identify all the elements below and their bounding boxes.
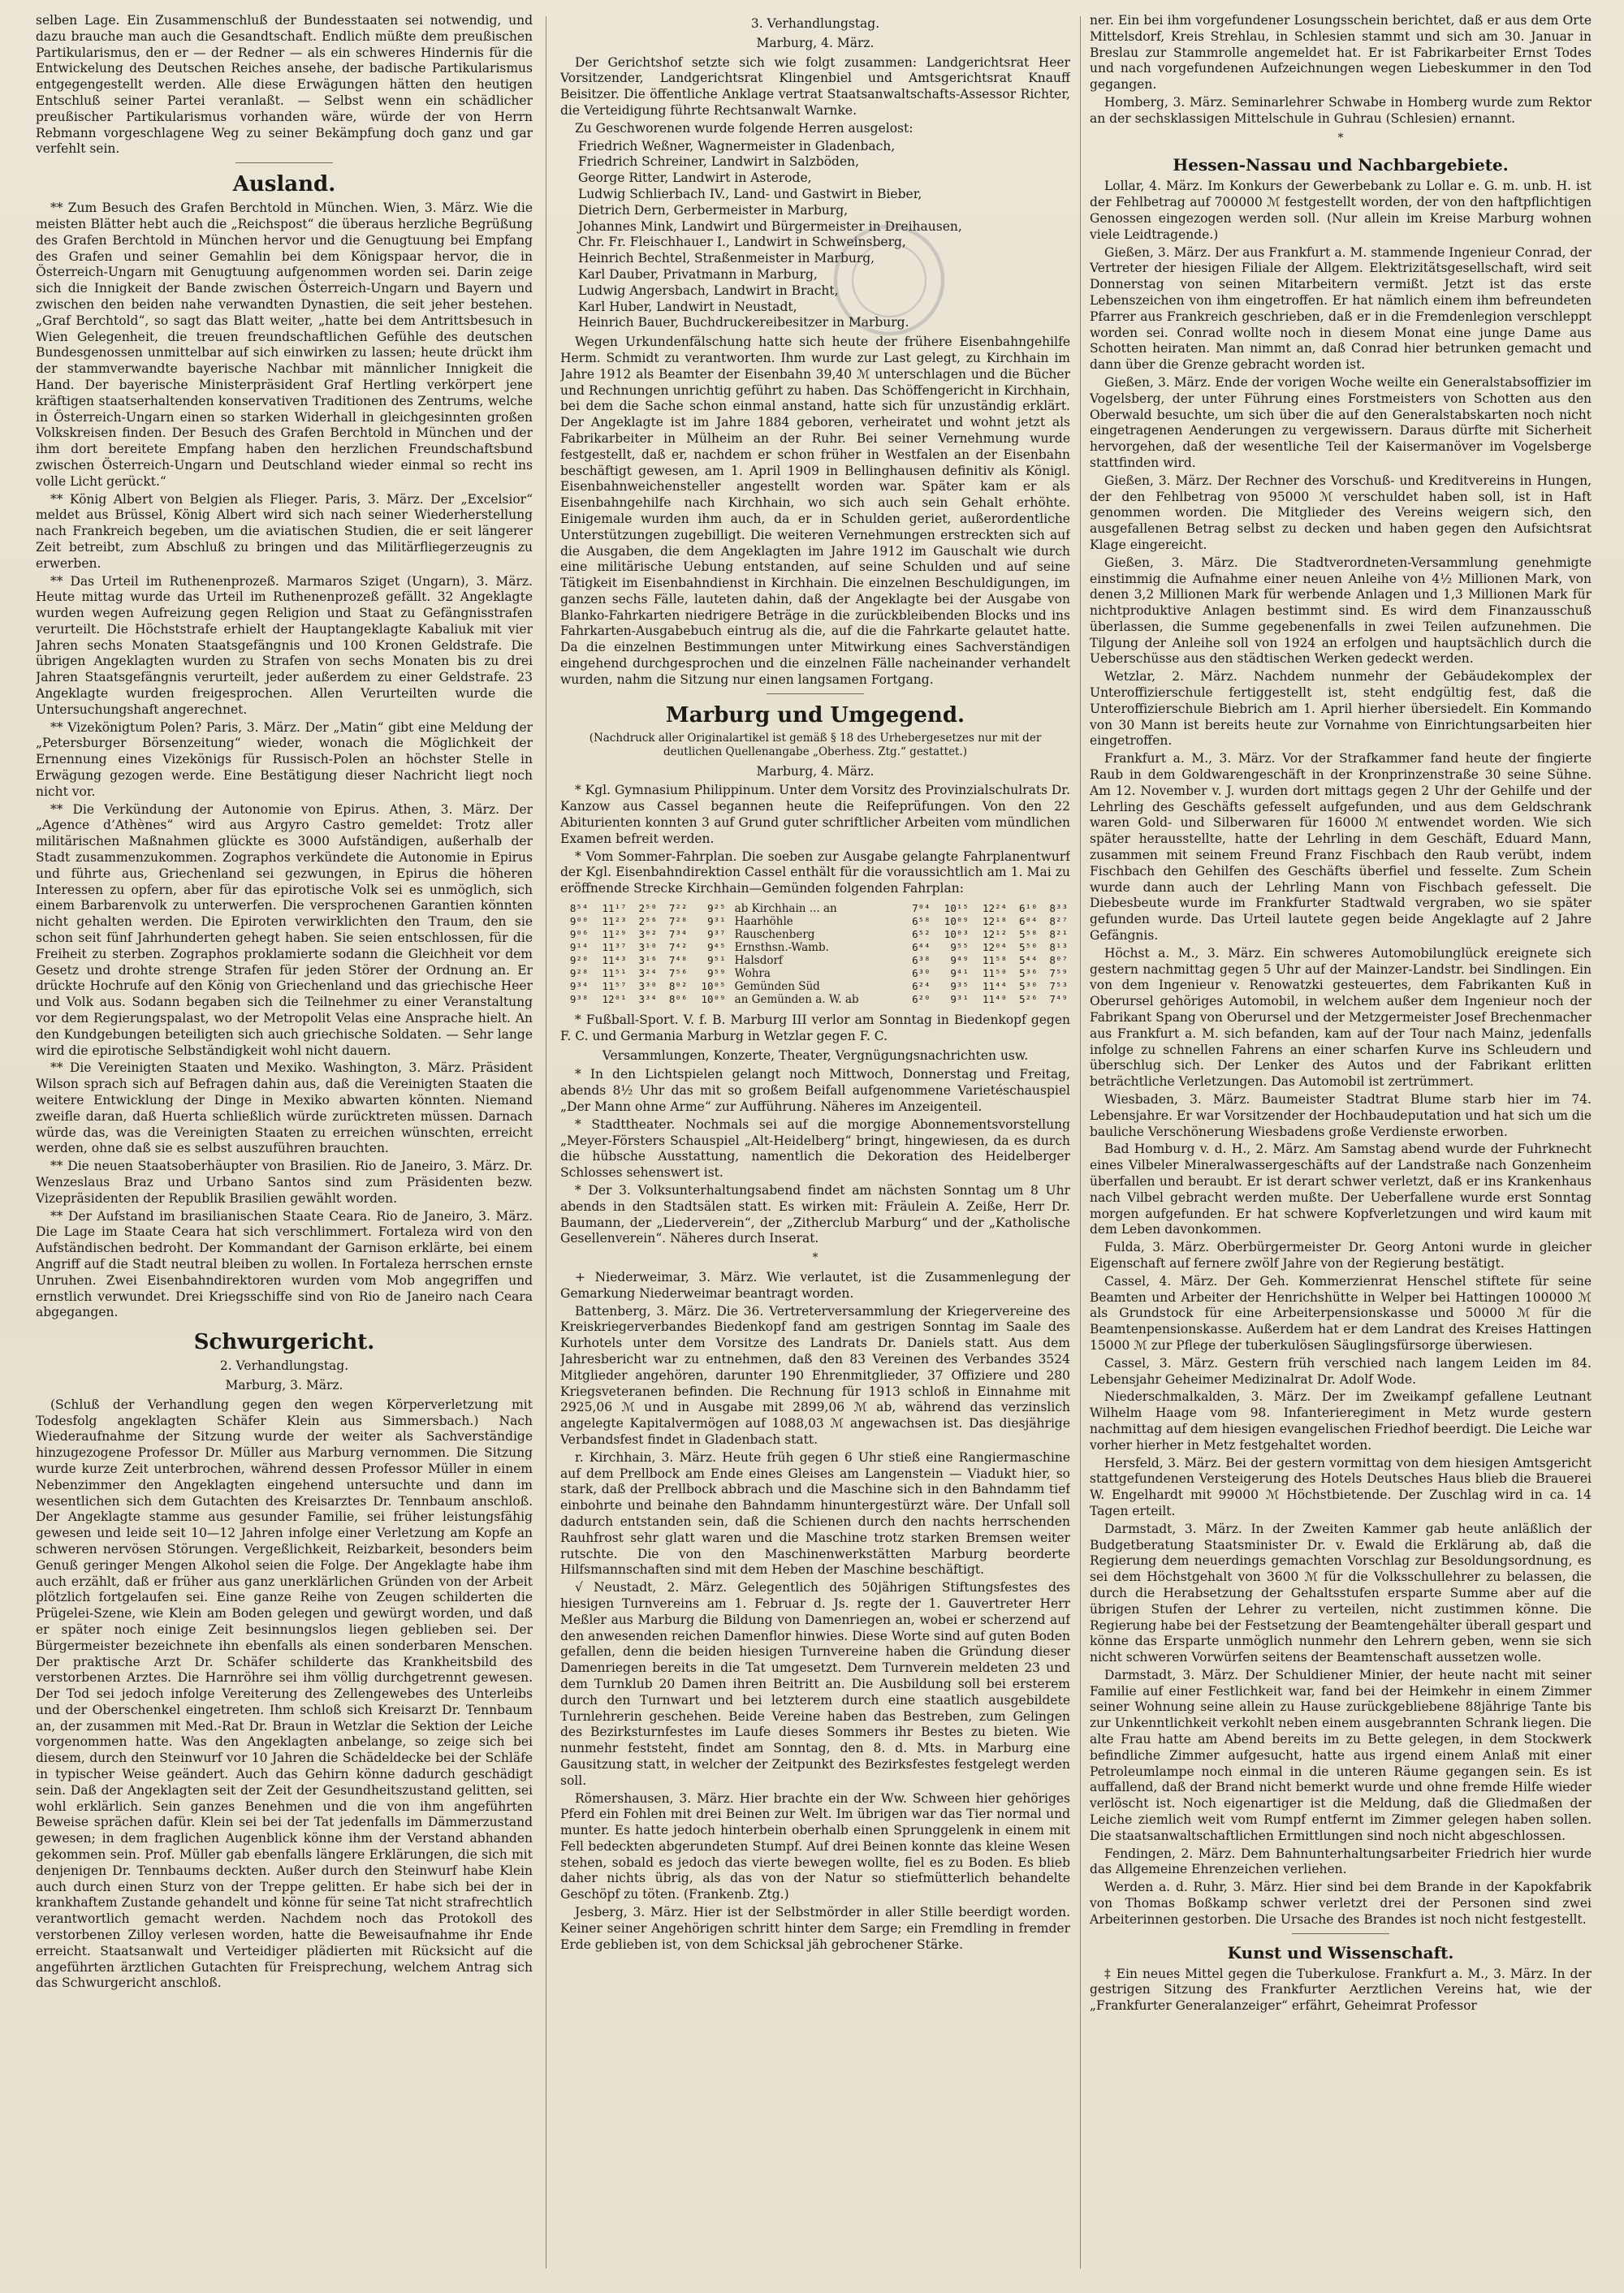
list-item: Karl Huber, Landwirt in Neustadt, bbox=[578, 299, 797, 314]
timetable-time: 9²⁸ bbox=[569, 967, 589, 980]
list-item: Friedrich Schreiner, Landwirt in Salzböden, bbox=[578, 154, 860, 170]
divider bbox=[1292, 1933, 1389, 1934]
news-item: Hersfeld, 3. März. Bei der gestern vormittag von dem hiesigen Amtsgericht stattgefundenen Versteigerung des Hotels Deutsches Haus blieb die Brauerei W. Engelhardt mit 99000 ℳ Höchstbietende. Der Zuschlag wird in ca. 14 Tagen erteilt. bbox=[1090, 1455, 1592, 1518]
railway-timetable bbox=[560, 902, 1070, 1006]
news-item: ** Vizekönigtum Polen? Paris, 3. März. Der „Matin“ gibt eine Meldung der „Petersburger Börsenzeitung“ wieder, wonach die Möglichkeit der Ernennung eines Vizekönigs für Russisch-Polen an höchster Stelle in Erwägung gezogen werde. Eine Bestätigung dieser Nachricht liegt noch nicht vor. bbox=[36, 719, 533, 799]
timetable-time: 9⁰⁶ bbox=[569, 928, 589, 941]
timetable-time: 7⁰⁴ bbox=[912, 902, 931, 915]
news-item: ** Zum Besuch des Grafen Berchtold in München. Wien, 3. März. Wie die meisten Blätter hebt auch die „Reichspost“ die überaus herzliche Begrüßung des Grafen Berchtold in München hervor und die Genugtuung bei Empfang des Grafen und seiner Gemahlin bei dem Königspaar hervor, die in Österreich-Ungarn mit Genugtuung aufgenommen worden sei. Darin zeige sich die Innigkeit der Bande zwischen Österreich-Ungarn und Bayern und zwischen den beiden nahe verwandten Dynastien, die seit jeher bestehen. „Graf Berchtold“, so sagt das Blatt weiter, „hatte bei dem Antrittsbesuch in Wien Gelegenheit, die treuen freundschaftlichen Gefühle des deutschen Bundesgenossen unmittelbar auf sich einwirken zu lassen; heute drückt ihm der stammverwandte bayerische Nachbar mit männlicher Innigkeit die Hand. Der bayerische Ministerpräsident Graf Hertling verkörpert jene kräftigen staatserhaltenden konservativen Traditionen des Zentrums, welche in Österreich-Ungarn einen so starken Widerhall in gleichgesinnten großen Volkskreisen finden. Der Besuch des Grafen Berchtold in München und der ihm dort bereitete Empfang haben den herzlichen Freundschaftsbund zwischen Österreich-Ungarn und Deutschland wieder einmal so recht ins volle Licht gerückt.“ bbox=[36, 201, 533, 489]
news-item: * Der 3. Volksunterhaltungsabend findet am nächsten Sonntag um 8 Uhr abends in den Stadtsälen statt. Es wirken mit: Fräulein A. Zeiße, Herr Dr. Baumann, der „Liederverein“, der „Zitherclub Marburg“ und der „Katholische Gesellenverein“. Näheres durch Inserat. bbox=[560, 1183, 1070, 1246]
timetable-time: 9⁵⁹ bbox=[707, 967, 726, 980]
list-item: Chr. Fr. Fleischhauer I., Landwirt in Schweinsberg, bbox=[578, 235, 906, 250]
timetable-time: 12⁰⁴ bbox=[983, 941, 1008, 954]
news-item: Wetzlar, 2. März. Nachdem nunmehr der Gebäudekomplex der Unteroffizierschule fertiggestellt ist, steht endgültig fest, daß die Unteroffizierschule Biebrich am 1. April hierher übersiedelt. Ein Kommando von 30 Mann ist bereits heute zur Vornahme von Einrichtungsarbeiten hier eingetroffen. bbox=[1090, 669, 1592, 749]
timetable-row bbox=[560, 902, 1070, 915]
timetable-station: ab Kirchhain ... an bbox=[734, 902, 837, 916]
timetable-time: 11⁵⁷ bbox=[602, 980, 627, 993]
timetable-time: 7⁵⁹ bbox=[1049, 967, 1068, 980]
timetable-row bbox=[560, 915, 1070, 928]
news-item: Jesberg, 3. März. Hier ist der Selbstmörder in aller Stille beerdigt worden. Keiner seiner Angehörigen schritt hinter dem Sarge; ein Fremdling in fremder Erde geblieben ist, von dem Schicksal jäh gebrochener Stärke. bbox=[560, 1905, 1070, 1952]
timetable-row bbox=[560, 941, 1070, 954]
timetable-time: 7⁴⁹ bbox=[1049, 993, 1068, 1006]
timetable-row bbox=[560, 967, 1070, 980]
timetable-time: 5⁴⁴ bbox=[1018, 954, 1038, 967]
timetable-time: 5²⁶ bbox=[1018, 993, 1038, 1006]
news-item: Cassel, 3. März. Gestern früh verschied nach langem Leiden im 84. Lebensjahr Geheimer Medizinalrat Dr. Adolf Wode. bbox=[1090, 1355, 1592, 1387]
timetable-time: 3¹⁰ bbox=[638, 941, 658, 954]
news-item: + Niederweimar, 3. März. Wie verlautet, ist die Zusammenlegung der Gemarkung Niederweimar beantragt worden. bbox=[560, 1270, 1070, 1301]
section-heading-kunst: Kunst und Wissenschaft. bbox=[1227, 1942, 1454, 1963]
timetable-time: 8⁰⁷ bbox=[1049, 954, 1068, 967]
section-heading-schwurgericht: Schwurgericht. bbox=[193, 1330, 375, 1355]
timetable-time: 7⁵³ bbox=[1049, 980, 1068, 993]
news-item: * In den Lichtspielen gelangt noch Mittwoch, Donnerstag und Freitag, abends 8½ Uhr das mit so großem Beifall aufgenommene Varietéschauspiel „Der Mann ohne Arme“ zur Aufführung. Näheres im Anzeigenteil. bbox=[560, 1067, 1070, 1115]
timetable-time: 7⁵⁶ bbox=[668, 967, 688, 980]
timetable-row bbox=[560, 954, 1070, 967]
news-item: Werden a. d. Ruhr, 3. März. Hier sind bei dem Brande in der Kapokfabrik von Thomas Boßkamp schwer verletzt drei der Personen sind zwei Arbeiterinnen gestorben. Die Ursache des Brandes ist noch nicht festgestellt. bbox=[1090, 1880, 1592, 1927]
news-item: ** Der Aufstand im brasilianischen Staate Ceara. Rio de Janeiro, 3. März. Die Lage im Staate Ceara hat sich verschlimmert. Fortaleza wird von den Aufständischen bedroht. Der Kommandant der Garnison erklärte, bei einem Angriff auf die Stadt neutral bleiben zu wollen. In Fortaleza herrschen ernste Unruhen. Zwei Eisenbahndirektoren wurden vom Mob angegriffen und ernstlich verwundet. Drei Kriegsschiffe sind von Rio de Janeiro nach Ceara abgegangen. bbox=[36, 1208, 533, 1320]
timetable-time: 7⁴² bbox=[668, 941, 688, 954]
timetable-time: 6⁵² bbox=[912, 928, 931, 941]
timetable-time: 11⁵⁸ bbox=[983, 954, 1008, 967]
timetable-row bbox=[560, 993, 1070, 1006]
subheading: 3. Verhandlungstag. bbox=[750, 16, 880, 31]
timetable-time: 11⁴³ bbox=[602, 954, 627, 967]
article-body: Wegen Urkundenfälschung hatte sich heute der frühere Eisenbahngehilfe Herm. Schmidt zu verantworten. Ihm wurde zur Last gelegt, zu Kirchhain im Jahre 1912 als Beamter der Eisenbahn 39,40 ℳ unterschlagen und die Bücher und Rechnungen unrichtig geführt zu haben. Das Schöffengericht in Kirchhain, bei dem die Sache schon einmal anstand, hatte sich für unzuständig erklärt. Der Angeklagte ist im Jahre 1884 geboren, verheiratet und wohnt jetzt als Fabrikarbeiter in Mülheim an der Ruhr. Bei seiner Vernehmung wurde festgestellt, daß er, nachdem er schon früher in Westfalen an der Eisenbahn beschäftigt gewesen, am 1. April 1909 in Bellinghausen definitiv als Königl. Eisenbahnweichensteller angestellt worden war. Später kam er als Eisenbahngehilfe nach Kirchhain, wo sich auch sein Gehalt erhöhte. Einigemale wurden ihm auch, da er in Schulden geriet, außerordentliche Unterstützungen zugebilligt. Die weiteren Vernehmungen erstreckten sich auf die Ausgaben, die dem Angeklagten im Jahre 1912 im Gauschalt wie durch eine militärische Uebung entstanden, auf seine Schulden und auf seine Tätigkeit im Eisenbahndienst in Kirchhain. Die einzelnen Beschuldigungen, im ganzen sechs Fälle, lauteten dahin, daß der Angeklagte bei der Ausgabe von Blanko-Fahrkarten niedrigere Beträge in die zurückbleibenden Blocks und ins Fahrkarten-Ausgabebuch eintrug als die, auf die die Fahrkarte gelautet hatte. Da die einzelnen Bestimmungen unter Mitwirkung eines Sachverständigen eingehend durchgesprochen und die einzelnen Fälle nacheinander verhandelt wurden, nahm die Sitzung nur einen langsamen Fortgang. bbox=[560, 335, 1070, 687]
timetable-time: 2⁵⁶ bbox=[638, 915, 658, 928]
timetable-time: 3²⁴ bbox=[638, 967, 658, 980]
timetable-time: 7³⁴ bbox=[668, 928, 688, 941]
timetable-station: Halsdorf bbox=[734, 954, 783, 968]
timetable-time: 3⁰² bbox=[638, 928, 658, 941]
news-item: Gießen, 3. März. Ende der vorigen Woche weilte ein Generalstabsoffizier im Vogelsberg, der unter Führung eines Forstmeisters von Schotten aus den Oberwald besuchte, um sich über die auf den Generalstabskarten noch nicht eingetragenen Aenderungen zu vergewissern. Daraus dürfte mit Sicherheit hervorgehen, daß der wesentliche Teil der Kaisermanöver im Vogelsberge stattfinden wird. bbox=[1090, 374, 1592, 470]
timetable-time: 6²⁰ bbox=[912, 993, 931, 1006]
timetable-time: 7²⁸ bbox=[668, 915, 688, 928]
news-item: Gießen, 3. März. Der Rechner des Vorschuß- und Kreditvereins in Hungen, der den Fehlbetrag von 95000 ℳ verschuldet haben soll, ist in Haft genommen worden. Die Mitglieder des Vereins weigern sich, den ausgefallenen Betrag selbst zu decken und haben gegen den Aufsichtsrat Klage eingereicht. bbox=[1090, 473, 1592, 552]
article-body: (Schluß der Verhandlung gegen den wegen Körperverletzung mit Todesfolg angeklagten Schäfer Klein aus Simmersbach.) Nach Wiederaufnahme der Sitzung wurde der weiter als Sachverständige hinzugezogene Professor Dr. Müller aus Marburg vernommen. Die Sitzung wurde kurze Zeit unterbrochen, während dessen Professor Müller in einem Nebenzimmer den Angeklagten eingehend untersuchte und dann im wesentlichen sich dem Gutachten des Kreisarztes Dr. Tennbaum anschloß. Der Angeklagte stamme aus gesunder Familie, sei früher leistungsfähig gewesen und leide seit 10—12 Jahren infolge einer Verletzung am Kopfe an schweren nervösen Störungen. Vergeßlichkeit, Reizbarkeit, besonders beim Genuß geringer Mengen Alkohol seien die Folge. Der Angeklagte habe ihm auch erzählt, daß er früher aus ganz unerklärlichen Gründen von der Arbeit plötzlich fortgelaufen sei. Eine ganze Reihe von Zeugen schilderten die Prügelei-Szene, wie Klein am Boden gelegen und gewürgt worden, und daß er später noch einige Zeit besinnungslos liegen geblieben sei. Der Bürgermeister bezeichnete ihn ebenfalls als einen sonderbaren Menschen. Der praktische Arzt Dr. Schäfer schilderte das Krankheitsbild des verstorbenen Arztes. Die Harnröhre sei ihm völlig durchgetrennt gewesen. Der Tod sei jedoch infolge Vereiterung des Zellengewebes des Unterleibs und der Oberschenkel eingetreten. Ihm schloß sich Kreisarzt Dr. Tennbaum an, der zusammen mit Med.-Rat Dr. Braun in Wetzlar die Sektion der Leiche vorgenommen hatte. Was den Angeklagten anbelange, so zeige sich bei diesem, durch den Steinwurf vor 10 Jahren die Schädeldecke bei der Schläfe in typischer Weise geändert. Auch das Gehirn könne dadurch geschädigt sein. Daß der Angeklagten seit der Zeit der Gesundheitszustand gelitten, sei wohl erklärlich. Sein ganzes Benehmen und die von ihm angeführten Beweise sprächen dafür. Klein sei bei der Tat jedenfalls im Dämmerzustand gewesen; in dem fraglichen Augenblick könne ihm der Verstand abhanden gekommen sein. Prof. Müller gab ebenfalls längere Erklärungen, die sich mit denjenigen Dr. Tennbaums deckten. Außer durch den Steinwurf habe Klein auch durch einen Sturz von der Treppe gelitten. Er habe sich bei der in krankhaftem Zustande gehandelt und könne für seine Tat nicht strafrechtlich verantwortlich gemacht werden. Nachdem noch das Protokoll des verstorbenen Zilloy verlesen worden, hatte die Beweisaufnahme ihr Ende erreicht. Staatsanwalt und Verteidiger plädierten mit Rücksicht auf die angeführten ärztlichen Gutachten für Freisprechung, welchem Antrag sich das Schwurgericht anschloß. bbox=[36, 1397, 533, 1991]
news-item: * Kgl. Gymnasium Philippinum. Unter dem Vorsitz des Provinzialschulrats Dr. Kanzow aus Cassel begannen heute die Reifeprüfungen. Von den 22 Abiturienten konnten 3 auf Grund guter schriftlicher Arbeiten vom mündlichen Examen befreit werden. bbox=[560, 783, 1070, 846]
list-item: Johannes Mink, Landwirt und Bürgermeister in Dreihausen, bbox=[578, 218, 962, 234]
news-item: Frankfurt a. M., 3. März. Vor der Strafkammer fand heute der fingierte Raub in dem Goldwarengeschäft in der Kronprinzenstraße 30 seine Sühne. Am 12. November v. J. wurden dort mittags gegen 2 Uhr der Gehilfe und der Lehrling des Geschäfts gefesselt aufgefunden, und aus dem Geldschrank waren Gold- und Silberwaren für 16000 ℳ entwendet worden. Wie sich später herausstellte, hatte der Lehrling in dem Geschäft, Eduard Mann, zusammen mit seinem Freund Franz Fischbach den Raub verübt, indem Fischbach den Gehilfen des Geschäfts überfiel und fesselte. Zum Schein wurde dann auch der Lehrling Mann von Fischbach gefesselt. Die Diebesbeute wurde im Frankfurter Stadtwald vergraben, wo sie später gefunden wurde. Das Urteil lautete gegen beide Angeklagte auf 2 Jahre Gefängnis. bbox=[1090, 751, 1592, 944]
list-item: George Ritter, Landwirt in Asterode, bbox=[578, 171, 812, 186]
timetable-time: 2⁵⁰ bbox=[638, 902, 658, 915]
divider bbox=[767, 693, 864, 694]
timetable-time: 11⁵⁰ bbox=[983, 967, 1008, 980]
timetable-time: 8²¹ bbox=[1049, 928, 1068, 941]
timetable-time: 8⁰⁶ bbox=[668, 993, 688, 1006]
column-middle bbox=[560, 13, 1070, 2275]
timetable-time: 12²⁴ bbox=[983, 902, 1008, 915]
news-item: Darmstadt, 3. März. In der Zweiten Kammer gab heute anläßlich der Budgetberatung Staatsminister Dr. v. Ewald die Erklärung ab, daß die Regierung dem neuerdings gemachten Vorschlag zur Besoldungsordnung, es sei dem Höchstgehalt von 3600 ℳ für die Volksschullehrer zu belassen, die durch die Herabsetzung der Gehaltsstufen ersparte Summe aber auf die übrigen Stufen der Lehrer zu verteilen, nicht zustimmen könne. Die Regierung habe bei der Festsetzung der Beamtengehälter überall gespart und könne das Ersparte unmöglich nunmehr den Lehrern geben, wenn sie sich nicht schweren Vorwürfen seitens der Beamtenschaft aussetzen wolle. bbox=[1090, 1521, 1592, 1665]
timetable-time: 6⁴⁴ bbox=[912, 941, 931, 954]
list-item: Friedrich Weßner, Wagnermeister in Gladenbach, bbox=[578, 138, 896, 153]
timetable-time: 9³⁴ bbox=[569, 980, 589, 993]
section-heading-hessen-nassau: Hessen-Nassau und Nachbargebiete. bbox=[1173, 155, 1509, 175]
paragraph: Der Gerichtshof setzte sich wie folgt zusammen: Landgerichtsrat Heer Vorsitzender, Landgerichtsrat Klingenbiel und Amtsgerichtsrat Knauff Beisitzer. Die öffentliche Anklage vertrat Staatsanwaltschafts-Assessor Richter, die Verteidigung führte Rechtsanwalt Warnke. bbox=[560, 54, 1070, 118]
news-item: * Vom Sommer-Fahrplan. Die soeben zur Ausgabe gelangte Fahrplanentwurf der Kgl. Eisenbahndirektion Cassel enthält für die voraussichtlich am 1. Mai zu eröffnende Strecke Kirchhain—Gemünden folgenden Fahrplan: bbox=[560, 849, 1070, 896]
news-item: Bad Homburg v. d. H., 2. März. Am Samstag abend wurde der Fuhrknecht eines Vilbeler Mineralwassergeschäfts auf der Landstraße nach Gonzenheim überfallen und beraubt. Er ist derart schwer verletzt, daß er ins Krankenhaus nach Vilbel gebracht werden mußte. Der Ueberfallene wurde erst Sonntag morgen aufgefunden. Er hat schwere Kopfverletzungen und wird kaum mit dem Leben davonkommen. bbox=[1090, 1142, 1592, 1237]
news-item: ** Die Vereinigten Staaten und Mexiko. Washington, 3. März. Präsident Wilson sprach sich auf Befragen dahin aus, daß die Vereinigten Staaten die weitere Entwicklung der Dinge in Mexiko abwarten könnten. Niemand zweifle daran, daß Huerta schließlich würde zurücktreten müssen. Darnach würde das, was die Vereinigten Staaten zu erreichen wünschten, erreicht werden, ohne daß sie es selbst auszuführen brauchten. bbox=[36, 1060, 533, 1156]
section-heading-marburg: Marburg und Umgegend. bbox=[665, 702, 965, 728]
timetable-time: 6⁰⁴ bbox=[1018, 915, 1038, 928]
timetable-time: 12¹⁸ bbox=[983, 915, 1008, 928]
timetable-time: 8⁵⁴ bbox=[569, 902, 589, 915]
timetable-time: 7⁴⁸ bbox=[668, 954, 688, 967]
separator-asterisk: * bbox=[1337, 131, 1344, 145]
timetable-time: 11⁴⁴ bbox=[983, 980, 1008, 993]
timetable-time: 6⁵⁸ bbox=[912, 915, 931, 928]
list-item: Heinrich Bauer, Buchdruckereibesitzer in Marburg. bbox=[578, 315, 909, 330]
timetable-station: Gemünden Süd bbox=[734, 980, 820, 994]
timetable-row bbox=[560, 980, 1070, 993]
timetable-time: 11⁵¹ bbox=[602, 967, 627, 980]
timetable-time: 7²² bbox=[668, 902, 688, 915]
news-item: ** Die neuen Staatsoberhäupter von Brasilien. Rio de Janeiro, 3. März. Dr. Wenzeslaus Braz und Urbano Santos sind zum Präsidenten bezw. Vizepräsidenten der Republik Brasilien gewählt worden. bbox=[36, 1159, 533, 1206]
news-item: ‡ Ein neues Mittel gegen die Tuberkulose. Frankfurt a. M., 3. März. In der gestrigen Sitzung des Frankfurter Aerztlichen Vereins hat, wie der „Frankfurter Generalanzeiger“ erfährt, Geheimrat Professor bbox=[1090, 1966, 1592, 2014]
timetable-time: 9³⁵ bbox=[950, 980, 969, 993]
paragraph: selben Lage. Ein Zusammenschluß der Bundesstaaten sei notwendig, und dazu brauche man auch die Gesandtschaft. Endlich müßte dem preußischen Partikularismus, den er — der Redner — als ein schweres Hindernis für die Entwickelung des Deutschen Reiches ansehe, der badische Partikularismus entgegengestellt werden. Alle diese Erwägungen hätten den heutigen Entschluß seiner Partei veranlaßt. — Selbst wenn ein schädlicher preußischer Partikularismus vorhanden wäre, würde der von Herrn Rebmann vorgeschlagene Weg zu seiner Bekämpfung doch ganz und gar verfehlt sein. bbox=[36, 13, 533, 157]
timetable-time: 11⁴⁰ bbox=[983, 993, 1008, 1006]
copyright-note: (Nachdruck aller Originalartikel ist gemäß § 18 des Urhebergesetzes nur mit der deutlichen Quellenangabe „Oberhess. Ztg.“ gestattet.) bbox=[589, 731, 1042, 758]
timetable-time: 5³⁶ bbox=[1018, 967, 1038, 980]
timetable-time: 9¹⁴ bbox=[569, 941, 589, 954]
dateline: Marburg, 4. März. bbox=[756, 35, 875, 50]
timetable-time: 9⁴¹ bbox=[950, 967, 969, 980]
timetable-station: Haarhöhle bbox=[734, 915, 793, 929]
news-item: Römershausen, 3. März. Hier brachte ein der Ww. Schween hier gehöriges Pferd ein Fohlen mit drei Beinen zur Welt. Im übrigen war das Tier normal und munter. Es hatte jedoch hinterbein oberhalb einen Sprunggelenk in einem mit Fell bedeckten abgerundeten Stumpf. Auf drei Beinen konnte das kleine Wesen stehen, sobald es jedoch das vierte bewegen wollte, fiel es zu Boden. Es blieb daher nichts übrig, als das von der Natur so stiefmütterlich behandelte Geschöpf zu töten. (Frankenb. Ztg.) bbox=[560, 1790, 1070, 1902]
news-item: * Stadttheater. Nochmals sei auf die morgige Abonnementsvorstellung „Meyer-Försters Schauspiel „Alt-Heidelberg“ bringt, hingewiesen, da es durch die hübsche Ausstattung, namentlich die Dekoration des Heidelberger Schlosses sehenswert ist. bbox=[560, 1116, 1070, 1181]
news-item: √ Neustadt, 2. März. Gelegentlich des 50jährigen Stiftungsfestes des hiesigen Turnvereins am 1. Februar d. Js. regte der 1. Gauvertreter Herr Meßler aus Marburg die Bildung von Damenriegen an, wobei er scherzend auf den anwesenden reichen Damenflor hinwies. Diese Worte sind auf guten Boden gefallen, denn die beiden hiesigen Turnvereine haben die Gründung dieser Damenriegen bereits in die Tat umgesetzt. Dem Turnverein meldeten 23 und dem Turnklub 20 Damen ihren Beitritt an. Die Ausbildung soll bei ersterem durch den Turnwart und bei letzterem durch eine staatlich ausgebildete Turnlehrerin geschehen. Beide Vereine haben das Bestreben, zum Gelingen des Bezirksturnfestes im Laufe dieses Sommers ihr Bestes zu bieten. Wie nunmehr feststeht, findet am Sonntag, den 8. d. Mts. in Marburg eine Gausitzung statt, in welcher der Zeitpunkt des Bezirksfestes festgelegt werden soll. bbox=[560, 1580, 1070, 1788]
news-item: ** König Albert von Belgien als Flieger. Paris, 3. März. Der „Excelsior“ meldet aus Brüssel, König Albert wird sich nach seiner Wiederherstellung nach Frankreich begeben, um die aviatischen Studien, die er seit längerer Zeit betreibt, zum Abschluß zu bringen und das Militärfliegerzeugnis zu erwerben. bbox=[36, 491, 533, 571]
news-item: Darmstadt, 3. März. Der Schuldiener Minier, der heute nacht mit seiner Familie auf einer Festlichkeit war, fand bei der Heimkehr in einem Zimmer seiner Wohnung seine allein zu Hause zurückgebliebene 88jährige Tante bis zur Unkenntlichkeit verkohlt neben einem ausgebrannten Schrank liegen. Die alte Frau hatte am Abend bereits im zu Bette gelegen, in dem Stockwerk befindliche Zimmer aufgesucht, hatte aus irgend einem Anlaß mit einer Petroleumlampe noch einmal in die unteren Räume gegangen sein. Es ist auffallend, daß der Brand nicht bemerkt wurde und ohne fremde Hilfe wieder verlöscht ist. Noch eigenartiger ist die Meldung, daß die Gliedmaßen der Leiche ziemlich weit vom Rumpf entfernt im Zimmer gelegen haben sollen. Die staatsanwaltschaftlichen Ermittlungen sind noch nicht abgeschlossen. bbox=[1090, 1667, 1592, 1843]
news-item: r. Kirchhain, 3. März. Heute früh gegen 6 Uhr stieß eine Rangiermaschine auf dem Prellbock am Ende eines Gleises am Langenstein — Viadukt hier, so stark, daß der Prellbock abbrach und die Maschine sich in den Bahndamm tief einbohrte und beinahe den Bahndamm hinuntergestürzt wäre. Der Unfall soll dadurch entstanden sein, daß die Schienen durch den nachts herrschenden Rauhfrost sehr glatt waren und die Maschine trotz starken Bremsen weiter rutschte. Die von den Maschinenwerkstätten Marburg beorderte Hilfsmannschaften sind mit dem Heben der Maschine beschäftigt. bbox=[560, 1449, 1070, 1578]
paragraph: ner. Ein bei ihm vorgefundener Losungsschein berichtet, daß er aus dem Orte Mittelsdorf, Kreis Strehlau, in Schlesien stammt und sich am 30. Januar in Breslau zur Stammrolle angemeldet hat. Er ist Fabrikarbeiter Ernst Todes und nach vorgefundenen Aufzeichnungen wegen Liebeskummer in den Tod gegangen. bbox=[1090, 13, 1592, 93]
timetable-time: 11¹⁷ bbox=[602, 902, 627, 915]
timetable-time: 9⁴⁵ bbox=[707, 941, 726, 954]
timetable-station: Wohra bbox=[734, 967, 771, 981]
timetable-time: 6³⁰ bbox=[912, 967, 931, 980]
timetable-time: 9³¹ bbox=[950, 993, 969, 1006]
dateline: Marburg, 3. März. bbox=[225, 1377, 343, 1393]
separator-asterisk: * bbox=[812, 1251, 818, 1265]
timetable-time: 5⁵⁸ bbox=[1018, 928, 1038, 941]
timetable-time: 10⁰⁵ bbox=[701, 980, 726, 993]
timetable-time: 11³⁷ bbox=[602, 941, 627, 954]
timetable-time: 8²⁷ bbox=[1049, 915, 1068, 928]
list-item: Ludwig Angersbach, Landwirt in Bracht, bbox=[578, 283, 839, 298]
subheading: 2. Verhandlungstag. bbox=[219, 1358, 349, 1374]
news-item: * Fußball-Sport. V. f. B. Marburg III verlor am Sonntag in Biedenkopf gegen F. C. und Germania Marburg in Wetzlar gegen F. C. bbox=[560, 1013, 1070, 1043]
timetable-time: 6²⁴ bbox=[912, 980, 931, 993]
timetable-time: 9⁵⁵ bbox=[950, 941, 969, 954]
news-item: ** Die Verkündung der Autonomie von Epirus. Athen, 3. März. Der „Agence d’Athènes“ wird aus Argyro Castro gemeldet: Trotz aller militärischen Maßnahmen glückte es 3000 Aufständigen, außerhalb der Stadt zusammenzukommen. Zographos verkündete die Autonomie in Epirus und führte aus, Griechenland sei gezwungen, in Epirus die höheren Interessen zu opfern, aber für das epirotische Volk sei es unmöglich, sich einem Barbarenvolk zu unterwerfen. Die versprochenen Garantien könnten nicht gehalten werden. Die Epiroten verwirklichten den Traum, den sie schon seit fünf Jahrhunderten gehegt haben. Sie seien entschlossen, für die Freiheit zu sterben. Zographos proklamierte sodann die Gleichheit vor dem Gesetz und drohte strenge Strafen für jeden Störer der Ordnung an. Er drückte Hochrufe auf den König von Griechenland und das griechische Heer und Volk aus. Sodann begaben sich die Teilnehmer zu einer Veranstaltung vor dem Regierungspalast, wo der Metropolit Velas eine Ansprache hielt. An den Kundgebungen beteiligten sich auch griechische Soldaten. — Sehr lange wird die epirotische Selbständigkeit wohl nicht dauern. bbox=[36, 801, 533, 1058]
timetable-time: 10⁰³ bbox=[944, 928, 969, 941]
news-item: Fulda, 3. März. Oberbürgermeister Dr. Georg Antoni wurde in gleicher Eigenschaft auf fernere zwölf Jahre von der Regierung bestätigt. bbox=[1090, 1240, 1592, 1271]
divider bbox=[235, 162, 333, 163]
timetable-time: 9⁴⁹ bbox=[950, 954, 969, 967]
news-item: Gießen, 3. März. Die Stadtverordneten-Versammlung genehmigte einstimmig die Aufnahme einer neuen Anleihe von 4½ Millionen Mark, von denen 3,2 Millionen Mark für werbende Anlagen und 1,3 Millionen Mark für nichtproduktive Anlagen bestimmt sind. Es wird dem Finanzausschuß überlassen, die Summe gegebenenfalls in zwei Teilen aufzunehmen. Die Tilgung der Anleihe soll von 1924 an erfolgen und hauptsächlich durch die Ueberschüsse aus den städtischen Werken gedeckt werden. bbox=[1090, 555, 1592, 667]
timetable-time: 5³⁰ bbox=[1018, 980, 1038, 993]
section-heading-ausland: Ausland. bbox=[232, 172, 336, 197]
timetable-time: 9⁰⁰ bbox=[569, 915, 589, 928]
news-item: Fendingen, 2. März. Dem Bahnunterhaltungsarbeiter Friedrich hier wurde das Allgemeine Ehrenzeichen verliehen. bbox=[1090, 1846, 1592, 1877]
timetable-station: Ernsthsn.-Wamb. bbox=[734, 941, 829, 955]
news-item: ** Das Urteil im Ruthenenprozeß. Marmaros Sziget (Ungarn), 3. März. Heute mittag wurde das Urteil im Ruthenenprozeß gefällt. 32 Angeklagte wurden wegen Aufreizung gegen Religion und Staat zu Gefängnisstrafen verurteilt. Die Höchststrafe erhielt der Hauptangeklagte Kabaliuk mit vier Jahren sechs Monaten Staatsgefängnis und 100 Kronen Geldstrafe. Die übrigen Angeklagten wurden zu Strafen von sechs Monaten bis zu drei Jahren Staatsgefängnis verurteilt, jeder außerdem zu einer Geldstrafe. 23 Angeklagte wurden freigesprochen. Allen Verurteilten wurde die Untersuchungshaft angerechnet. bbox=[36, 573, 533, 717]
timetable-time: 3¹⁶ bbox=[638, 954, 658, 967]
timetable-time: 9⁵¹ bbox=[707, 954, 726, 967]
timetable-time: 9²⁵ bbox=[707, 902, 726, 915]
timetable-time: 8¹³ bbox=[1049, 941, 1068, 954]
list-item: Dietrich Dern, Gerbermeister in Marburg, bbox=[578, 202, 849, 218]
news-item: Battenberg, 3. März. Die 36. Vertreterversammlung der Kriegervereine des Kreiskriegerverbandes Biedenkopf fand am gestrigen Sonntag im Saale des Kurhotels unter dem Vorsitze des Landrats Dr. Daniels statt. Aus dem Jahresbericht war zu entnehmen, daß den 83 Vereinen des Verbandes 3524 Mitglieder angehören, darunter 190 Ehrenmitglieder, 37 Offiziere und 280 Kriegsveteranen befinden. Die Rechnung für 1913 schloß in Einnahme mit 2925,06 ℳ und in Ausgabe mit 2899,06 ℳ ab, während das verzinslich angelegte Kapitalvermögen auf 1088,03 ℳ angewachsen ist. Das diesjährige Verbandsfest findet in Gladenbach statt. bbox=[560, 1303, 1070, 1447]
timetable-time: 6³⁸ bbox=[912, 954, 931, 967]
timetable-time: 8³³ bbox=[1049, 902, 1068, 915]
news-item: Gießen, 3. März. Der aus Frankfurt a. M. stammende Ingenieur Conrad, der Vertreter der hiesigen Filiale der Allgem. Elektrizitätsgesellschaft, wird seit Donnerstag von seinen Mitarbeitern vermißt. Jetzt ist das erste Lebenszeichen von ihm eingetroffen. Er hat nämlich einem ihm befreundeten Pfarrer aus Frankreich geschrieben, daß er in die Fremdenlegion verschleppt worden sei. Conrad wollte noch in diesem Monat eine junge Dame aus Schotten heiraten. Man nimmt an, daß Conrad hier betrunken gemacht und dann über die Grenze gebracht worden ist. bbox=[1090, 244, 1592, 373]
column-left bbox=[36, 13, 533, 2275]
timetable-time: 11²³ bbox=[602, 915, 627, 928]
timetable-time: 6¹⁰ bbox=[1018, 902, 1038, 915]
timetable-time: 3³⁰ bbox=[638, 980, 658, 993]
timetable-time: 12¹² bbox=[983, 928, 1008, 941]
timetable-time: 10¹⁵ bbox=[944, 902, 969, 915]
column-rule bbox=[1080, 16, 1081, 2269]
timetable-time: 11²⁹ bbox=[602, 928, 627, 941]
list-item: Karl Dauber, Privatmann in Marburg, bbox=[578, 266, 818, 282]
timetable-time: 5⁵⁰ bbox=[1018, 941, 1038, 954]
list-item: Heinrich Bechtel, Straßenmeister in Marburg, bbox=[578, 251, 875, 266]
subheading: Versammlungen, Konzerte, Theater, Vergnügungsnachrichten usw. bbox=[602, 1047, 1029, 1063]
column-right bbox=[1090, 13, 1592, 2275]
dateline: Marburg, 4. März. bbox=[756, 763, 875, 779]
jury-list bbox=[560, 139, 1070, 332]
timetable-time: 10⁰⁹ bbox=[701, 993, 726, 1006]
timetable-station: an Gemünden a. W. ab bbox=[734, 993, 859, 1007]
news-item: Cassel, 4. März. Der Geh. Kommerzienrat Henschel stiftete für seine Beamten und Arbeiter der Henrichshütte in Welper bei Hattingen 100000 ℳ als Grundstock für eine Arbeiterpensionskasse und 50000 ℳ für die Beamtenpensionskasse. Außerdem hat er dem Landrat des Kreises Hattingen 15000 ℳ zur Pflege der tuberkulösen Säuglingsfürsorge überwiesen. bbox=[1090, 1273, 1592, 1353]
news-item: Niederschmalkalden, 3. März. Der im Zweikampf gefallene Leutnant Wilhelm Haage vom 98. Infanterieregiment in Metz wurde gestern nachmittag auf dem hiesigen evangelischen Friedhof beerdigt. Die Leiche war vorher hierher in Metz festgehaltet worden. bbox=[1090, 1389, 1592, 1453]
timetable-station: Rauschenberg bbox=[734, 928, 815, 942]
paragraph: Zu Geschworenen wurde folgende Herren ausgelost: bbox=[575, 120, 914, 136]
news-item: Wiesbaden, 3. März. Baumeister Stadtrat Blume starb hier im 74. Lebensjahre. Er war Vorsitzender der Hochbaudeputation und hat sich um die bauliche Verschönerung Wiesbadens große Verdienste erworben. bbox=[1090, 1092, 1592, 1139]
paragraph: Homberg, 3. März. Seminarlehrer Schwabe in Homberg wurde zum Rektor an der sechsklassigen Mittelschule in Guhrau (Schlesien) ernannt. bbox=[1090, 94, 1592, 126]
timetable-time: 9²⁰ bbox=[569, 954, 589, 967]
timetable-time: 3³⁴ bbox=[638, 993, 658, 1006]
timetable-time: 9³¹ bbox=[707, 915, 726, 928]
list-item: Ludwig Schlierbach IV., Land- und Gastwirt in Bieber, bbox=[578, 186, 922, 201]
timetable-time: 9³⁸ bbox=[569, 993, 589, 1006]
timetable-time: 9³⁷ bbox=[707, 928, 726, 941]
news-item: Lollar, 4. März. Im Konkurs der Gewerbebank zu Lollar e. G. m. unb. H. ist der Fehlbetrag auf 700000 ℳ festgestellt worden, der von den haftpflichtigen Genossen eingezogen werden soll. (Nur allein im Kreise Marburg wohnen viele Leidtragende.) bbox=[1090, 179, 1592, 242]
news-item: Höchst a. M., 3. März. Ein schweres Automobilunglück ereignete sich gestern nachmittag gegen 5 Uhr auf der Mainzer-Landstr. bei Sindlingen. Ein von dem Ingenieur v. Renowatzki gesteuertes, dem Fabrikanten Kuß in Oberursel gehöriges Automobil, in welchem außer dem Ingenieur noch der Fabrikant Spang von Oberursel und der Metzgermeister Josef Brechenmacher aus Frankfurt a. M. sich befanden, kam auf der Tour nach Mainz, jedenfalls infolge zu schnellen Fahrens an einer scharfen Kurve ins Schleudern und überschlug sich. Der Lenker des Autos und der Fabrikant erlitten beträchtliche Verletzungen. Das Automobil ist zertrümmert. bbox=[1090, 945, 1592, 1090]
timetable-time: 12⁰¹ bbox=[602, 993, 627, 1006]
timetable-time: 8⁰² bbox=[668, 980, 688, 993]
timetable-time: 10⁰⁹ bbox=[944, 915, 969, 928]
timetable-row bbox=[560, 928, 1070, 941]
